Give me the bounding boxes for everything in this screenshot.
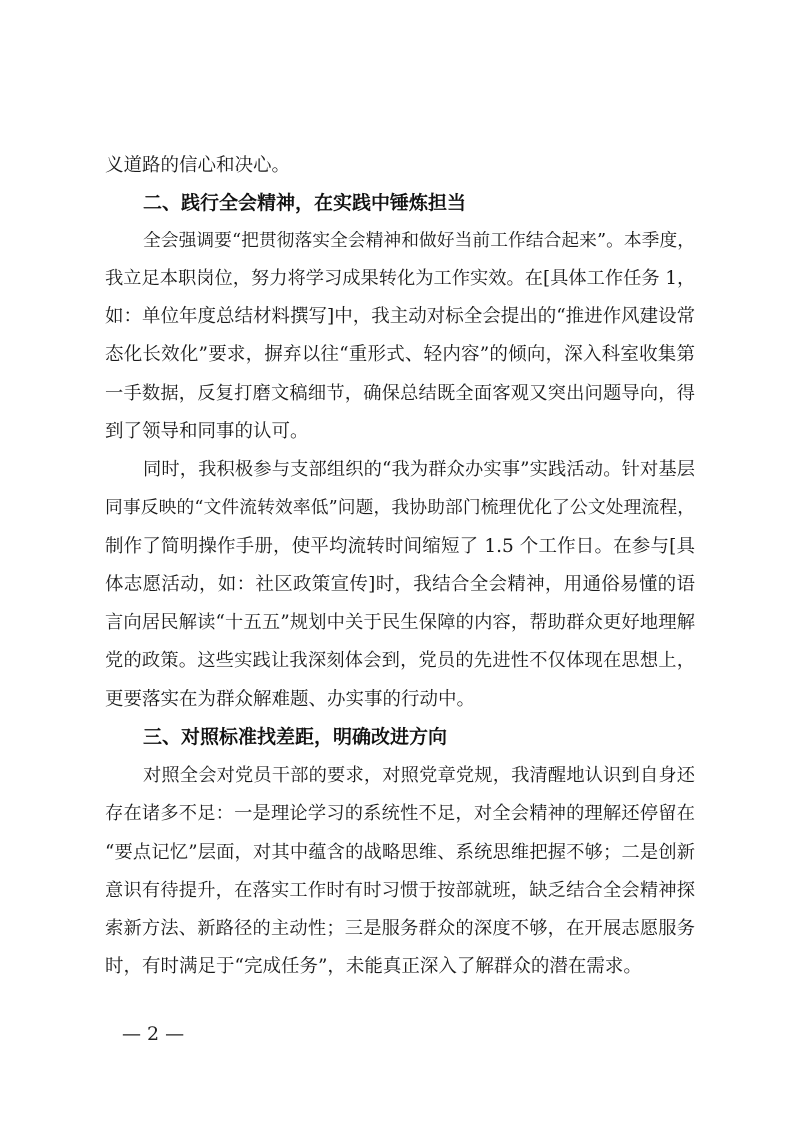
paragraph-line: 同事反映的“文件流转效率低”问题，我协助部门梳理优化了公文处理流程， bbox=[105, 498, 695, 518]
paragraph-line: “要点记忆”层面，对其中蕴含的战略思维、系统思维把握不够；二是创新 bbox=[105, 842, 695, 863]
paragraph-line: 到了领导和同事的认可。 bbox=[105, 421, 309, 442]
paragraph-line: 如：单位年度总结材料撰写]中，我主动对标全会提出的“推进作风建设常 bbox=[105, 306, 696, 327]
section-heading: 三、对照标准找差距，明确改进方向 bbox=[143, 726, 448, 748]
paragraph-line: 全会强调要“把贯彻落实全会精神和做好当前工作结合起来”。本季度， bbox=[143, 231, 695, 251]
paragraph-line: 党的政策。这些实践让我深刻体会到，党员的先进性不仅体现在思想上， bbox=[105, 650, 695, 671]
paragraph-line: 一手数据，反复打磨文稿细节，确保总结既全面客观又突出问题导向，得 bbox=[105, 383, 695, 404]
paragraph-line: 义道路的信心和决心。 bbox=[105, 155, 291, 176]
page-number: — 2 — bbox=[122, 1023, 185, 1045]
paragraph-line: 更要落实在为群众解难题、办实事的行动中。 bbox=[105, 689, 476, 710]
paragraph-line: 体志愿活动，如：社区政策宣传]时，我结合全会精神，用通俗易懂的语 bbox=[105, 574, 695, 595]
paragraph-line: 对照全会对党员干部的要求，对照党章党规，我清醒地认识到自身还 bbox=[143, 765, 695, 786]
paragraph-line: 我立足本职岗位，努力将学习成果转化为工作实效。在[具体工作任务 1， bbox=[105, 268, 696, 289]
paragraph-line: 时，有时满足于“完成任务”，未能真正深入了解群众的潜在需求。 bbox=[105, 956, 642, 977]
paragraph-line: 制作了简明操作手册，使平均流转时间缩短了 1.5 个工作日。在参与[具 bbox=[105, 536, 695, 557]
paragraph-line: 同时，我积极参与支部组织的“我为群众办实事”实践活动。针对基层 bbox=[143, 459, 695, 480]
paragraph-line: 索新方法、新路径的主动性；三是服务群众的深度不够，在开展志愿服务 bbox=[105, 918, 695, 939]
paragraph-line: 言向居民解读“十五五”规划中关于民生保障的内容，帮助群众更好地理解 bbox=[105, 612, 695, 633]
paragraph-line: 意识有待提升，在落实工作时有时习惯于按部就班，缺乏结合全会精神探 bbox=[105, 880, 695, 901]
paragraph-line: 态化长效化”要求，摒弃以往“重形式、轻内容”的倾向，深入科室收集第 bbox=[105, 344, 695, 365]
section-heading: 二、践行全会精神，在实践中锤炼担当 bbox=[143, 192, 467, 214]
paragraph-line: 存在诸多不足：一是理论学习的系统性不足，对全会精神的理解还停留在 bbox=[105, 803, 695, 824]
